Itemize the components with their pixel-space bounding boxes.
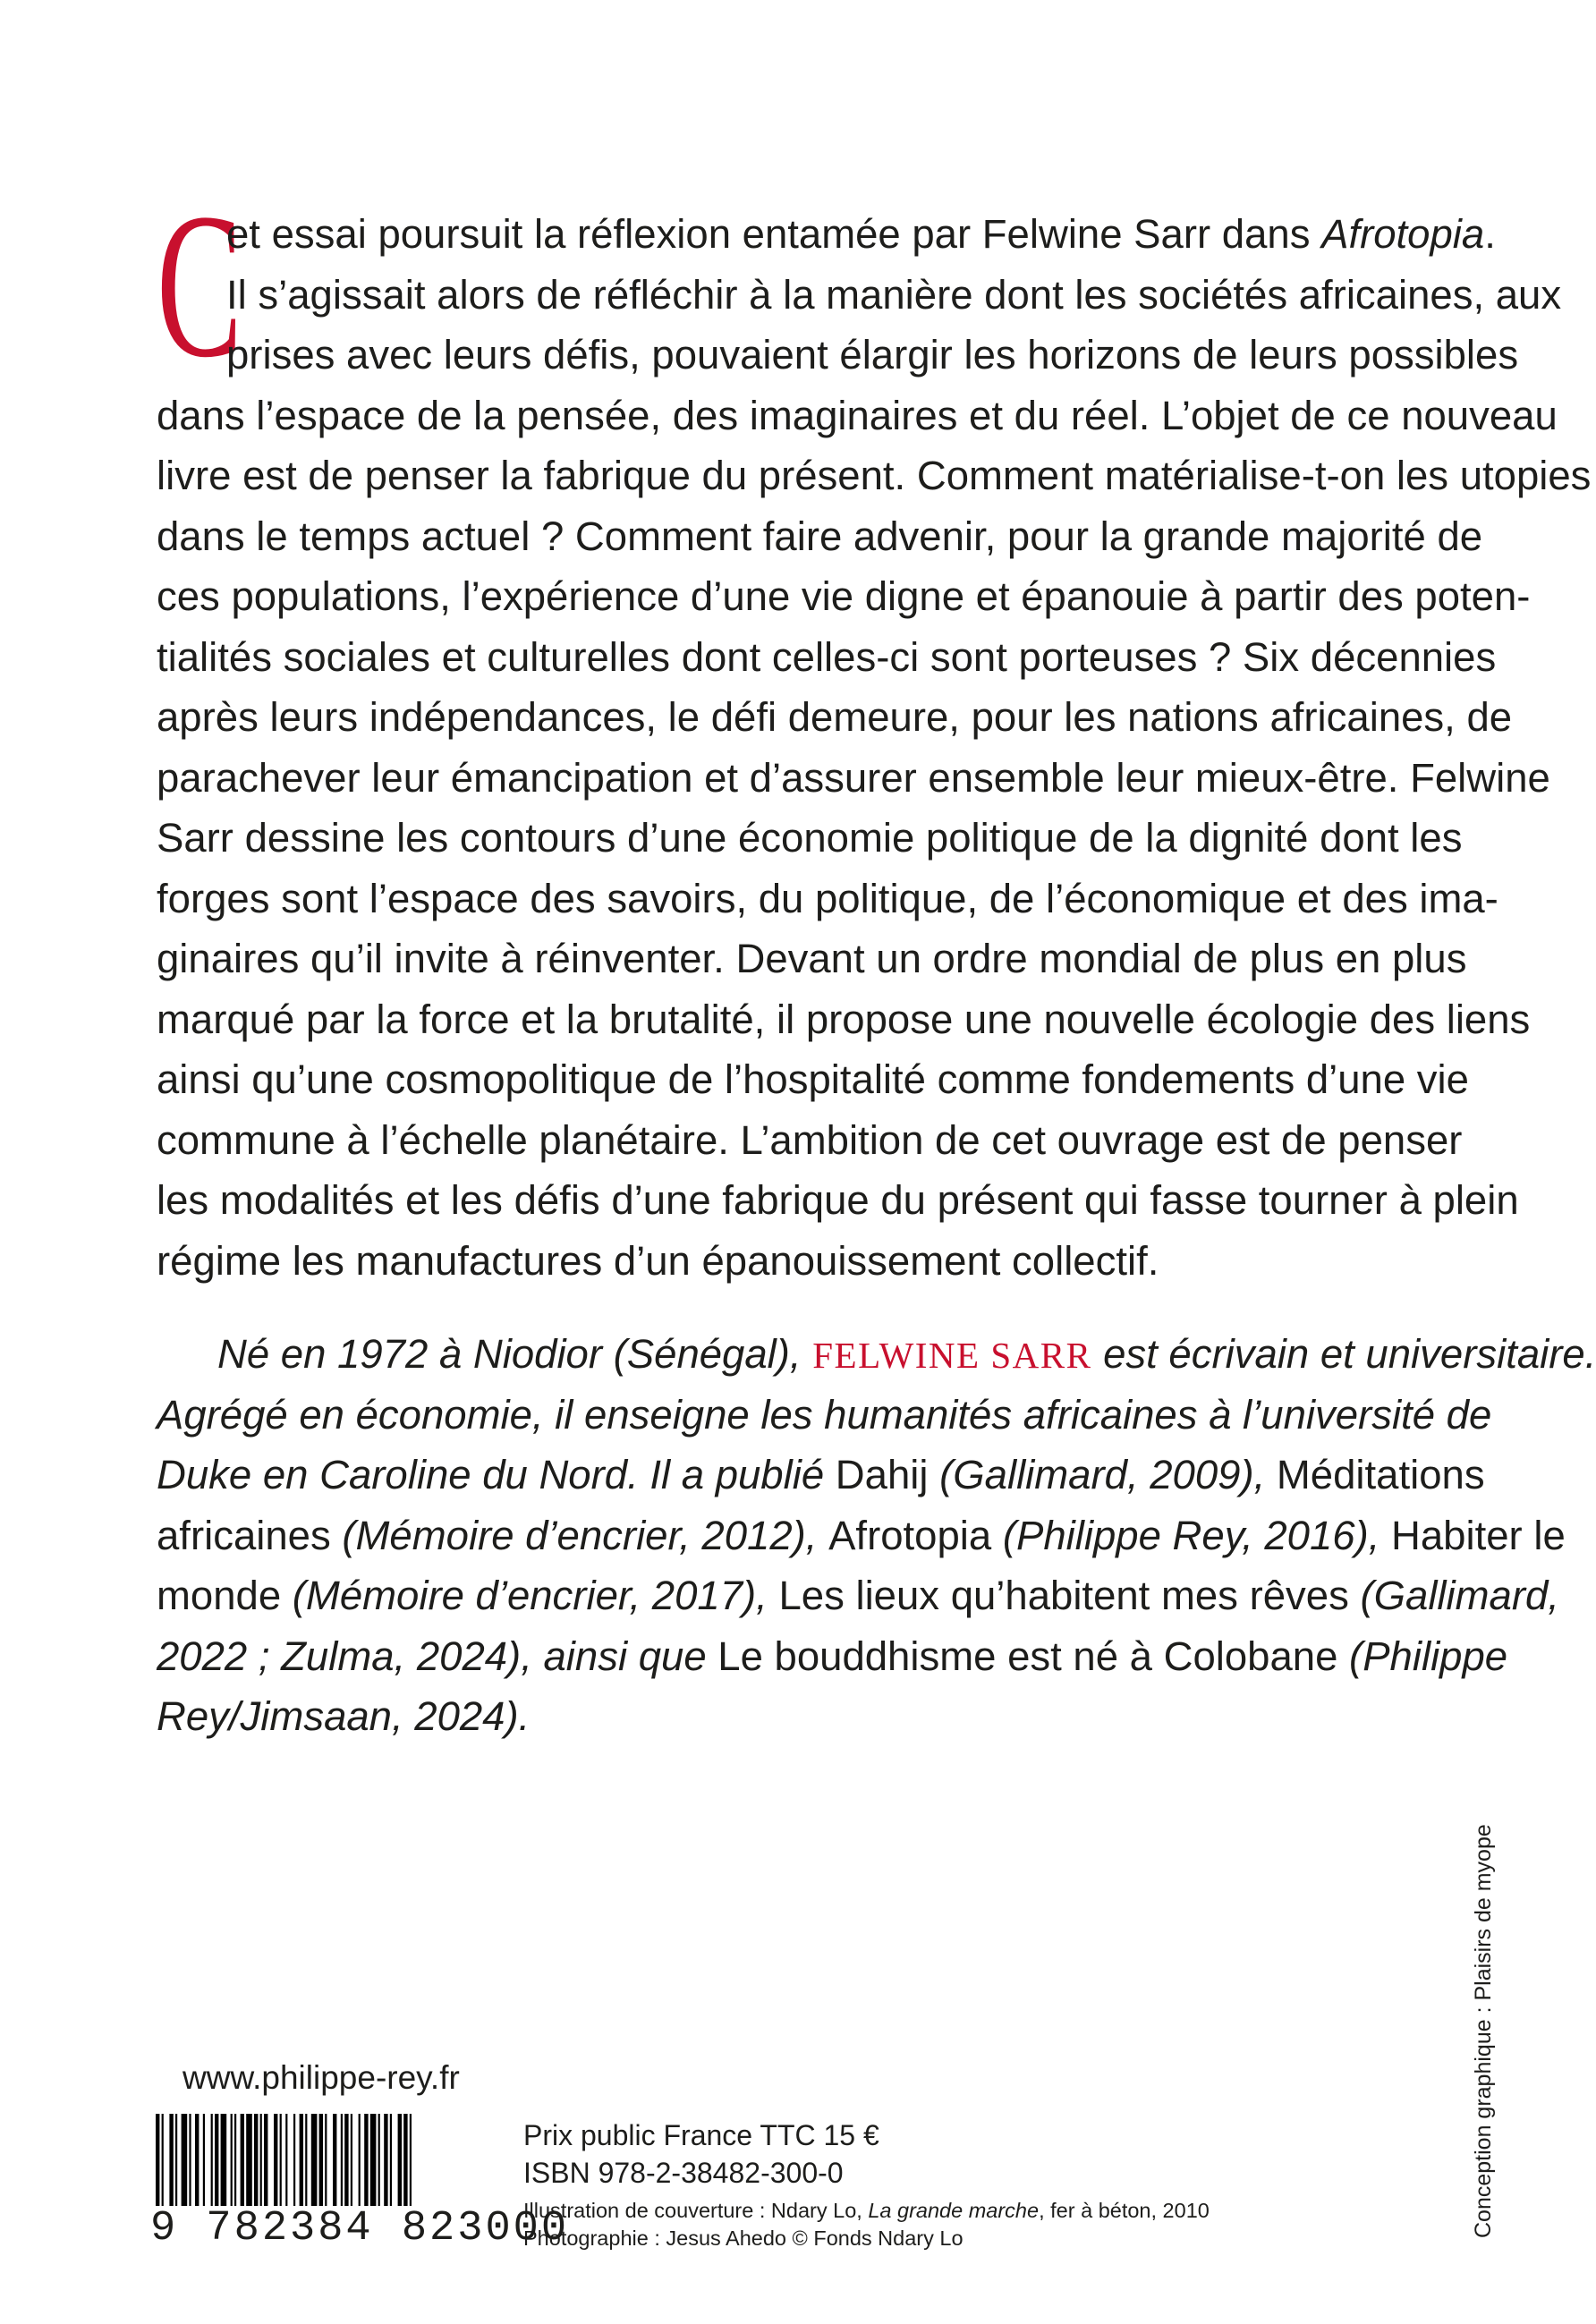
blurb-line: Il s’agissait alors de réfléchir à la manière dont les sociétés africaines, aux bbox=[226, 271, 1562, 318]
isbn-label: ISBN 978-2-38482-300-0 bbox=[523, 2157, 844, 2189]
blurb-line: les modalités et les défis d’une fabrique du présent qui fasse tourner à plein bbox=[157, 1177, 1519, 1223]
blurb-line: ginaires qu’il invite à réinventer. Devant un ordre mondial de plus en plus bbox=[157, 936, 1467, 981]
blurb-line: tialités sociales et culturelles dont celles-ci sont porteuses ? Six décennies bbox=[157, 633, 1497, 680]
blurb-line: dans l’espace de la pensée, des imaginaires et du réel. L’objet de ce nouveau bbox=[157, 392, 1558, 438]
price-label: Prix public France TTC 15 € bbox=[523, 2119, 879, 2151]
blurb-line: forges sont l’espace des savoirs, du politique, de l’économique et des ima- bbox=[157, 875, 1498, 921]
bio-line: 2022 ; Zulma, 2024), ainsi que Le bouddhisme est né à Colobane (Philippe bbox=[157, 1633, 1508, 1679]
illustration-credit: Illustration de couverture : Ndary Lo, La grande marche, fer à béton, 2010 bbox=[523, 2199, 1210, 2222]
bio-line: Duke en Caroline du Nord. Il a publié Dahij (Gallimard, 2009), Méditations bbox=[157, 1452, 1485, 1497]
bio-line: Agrégé en économie, il enseigne les humanités africaines à l’université de bbox=[157, 1391, 1492, 1438]
bio-line: africaines (Mémoire d’encrier, 2012), Afrotopia (Philippe Rey, 2016), Habiter le bbox=[157, 1512, 1566, 1558]
author-bio bbox=[157, 1324, 1596, 1747]
blurb-line: dans le temps actuel ? Comment faire advenir, pour la grande majorité de bbox=[157, 513, 1483, 559]
blurb-line: parachever leur émancipation et d’assurer ensemble leur mieux-être. Felwine bbox=[157, 754, 1550, 801]
blurb-line: commune à l’échelle planétaire. L’ambition de cet ouvrage est de penser bbox=[157, 1116, 1463, 1163]
blurb-line: et essai poursuit la réflexion entamée par Felwine Sarr dans Afrotopia. bbox=[226, 211, 1496, 257]
bio-line: Rey/Jimsaan, 2024). bbox=[157, 1693, 531, 1739]
blurb-line: ainsi qu’une cosmopolitique de l’hospitalité comme fondements d’une vie bbox=[157, 1056, 1469, 1102]
blurb-line: Sarr dessine les contours d’une économie politique de la dignité dont les bbox=[157, 815, 1463, 861]
publisher-website[interactable]: www.philippe-rey.fr bbox=[183, 2059, 460, 2096]
blurb-line: régime les manufactures d’un épanouissement collectif. bbox=[157, 1237, 1159, 1284]
blurb-line: ces populations, l’expérience d’une vie digne et épanouie à partir des poten- bbox=[157, 573, 1531, 619]
design-credit: Conception graphique : Plaisirs de myope bbox=[1471, 1824, 1496, 2238]
blurb-line: marqué par la force et la brutalité, il propose une nouvelle écologie des liens bbox=[157, 996, 1531, 1042]
back-cover-blurb bbox=[157, 204, 1592, 1291]
author-name: FELWINE SARR bbox=[812, 1335, 1092, 1376]
blurb-line: après leurs indépendances, le défi demeure, pour les nations africaines, de bbox=[157, 694, 1513, 740]
barcode-digits: 9 782384 823000 bbox=[150, 2205, 570, 2252]
photo-credit: Photographie : Jesus Ahedo © Fonds Ndary Lo bbox=[523, 2226, 964, 2250]
blurb-line: livre est de penser la fabrique du présent. Comment matérialise-t-on les utopies bbox=[157, 453, 1592, 498]
bio-line: Né en 1972 à Niodior (Sénégal), FELWINE SARR est écrivain et universitaire. bbox=[217, 1331, 1596, 1377]
drop-cap: C bbox=[157, 171, 242, 401]
blurb-line: prises avec leurs défis, pouvaient élargir les horizons de leurs possibles bbox=[226, 332, 1519, 377]
bio-line: monde (Mémoire d’encrier, 2017), Les lieux qu’habitent mes rêves (Gallimard, bbox=[157, 1573, 1559, 1618]
